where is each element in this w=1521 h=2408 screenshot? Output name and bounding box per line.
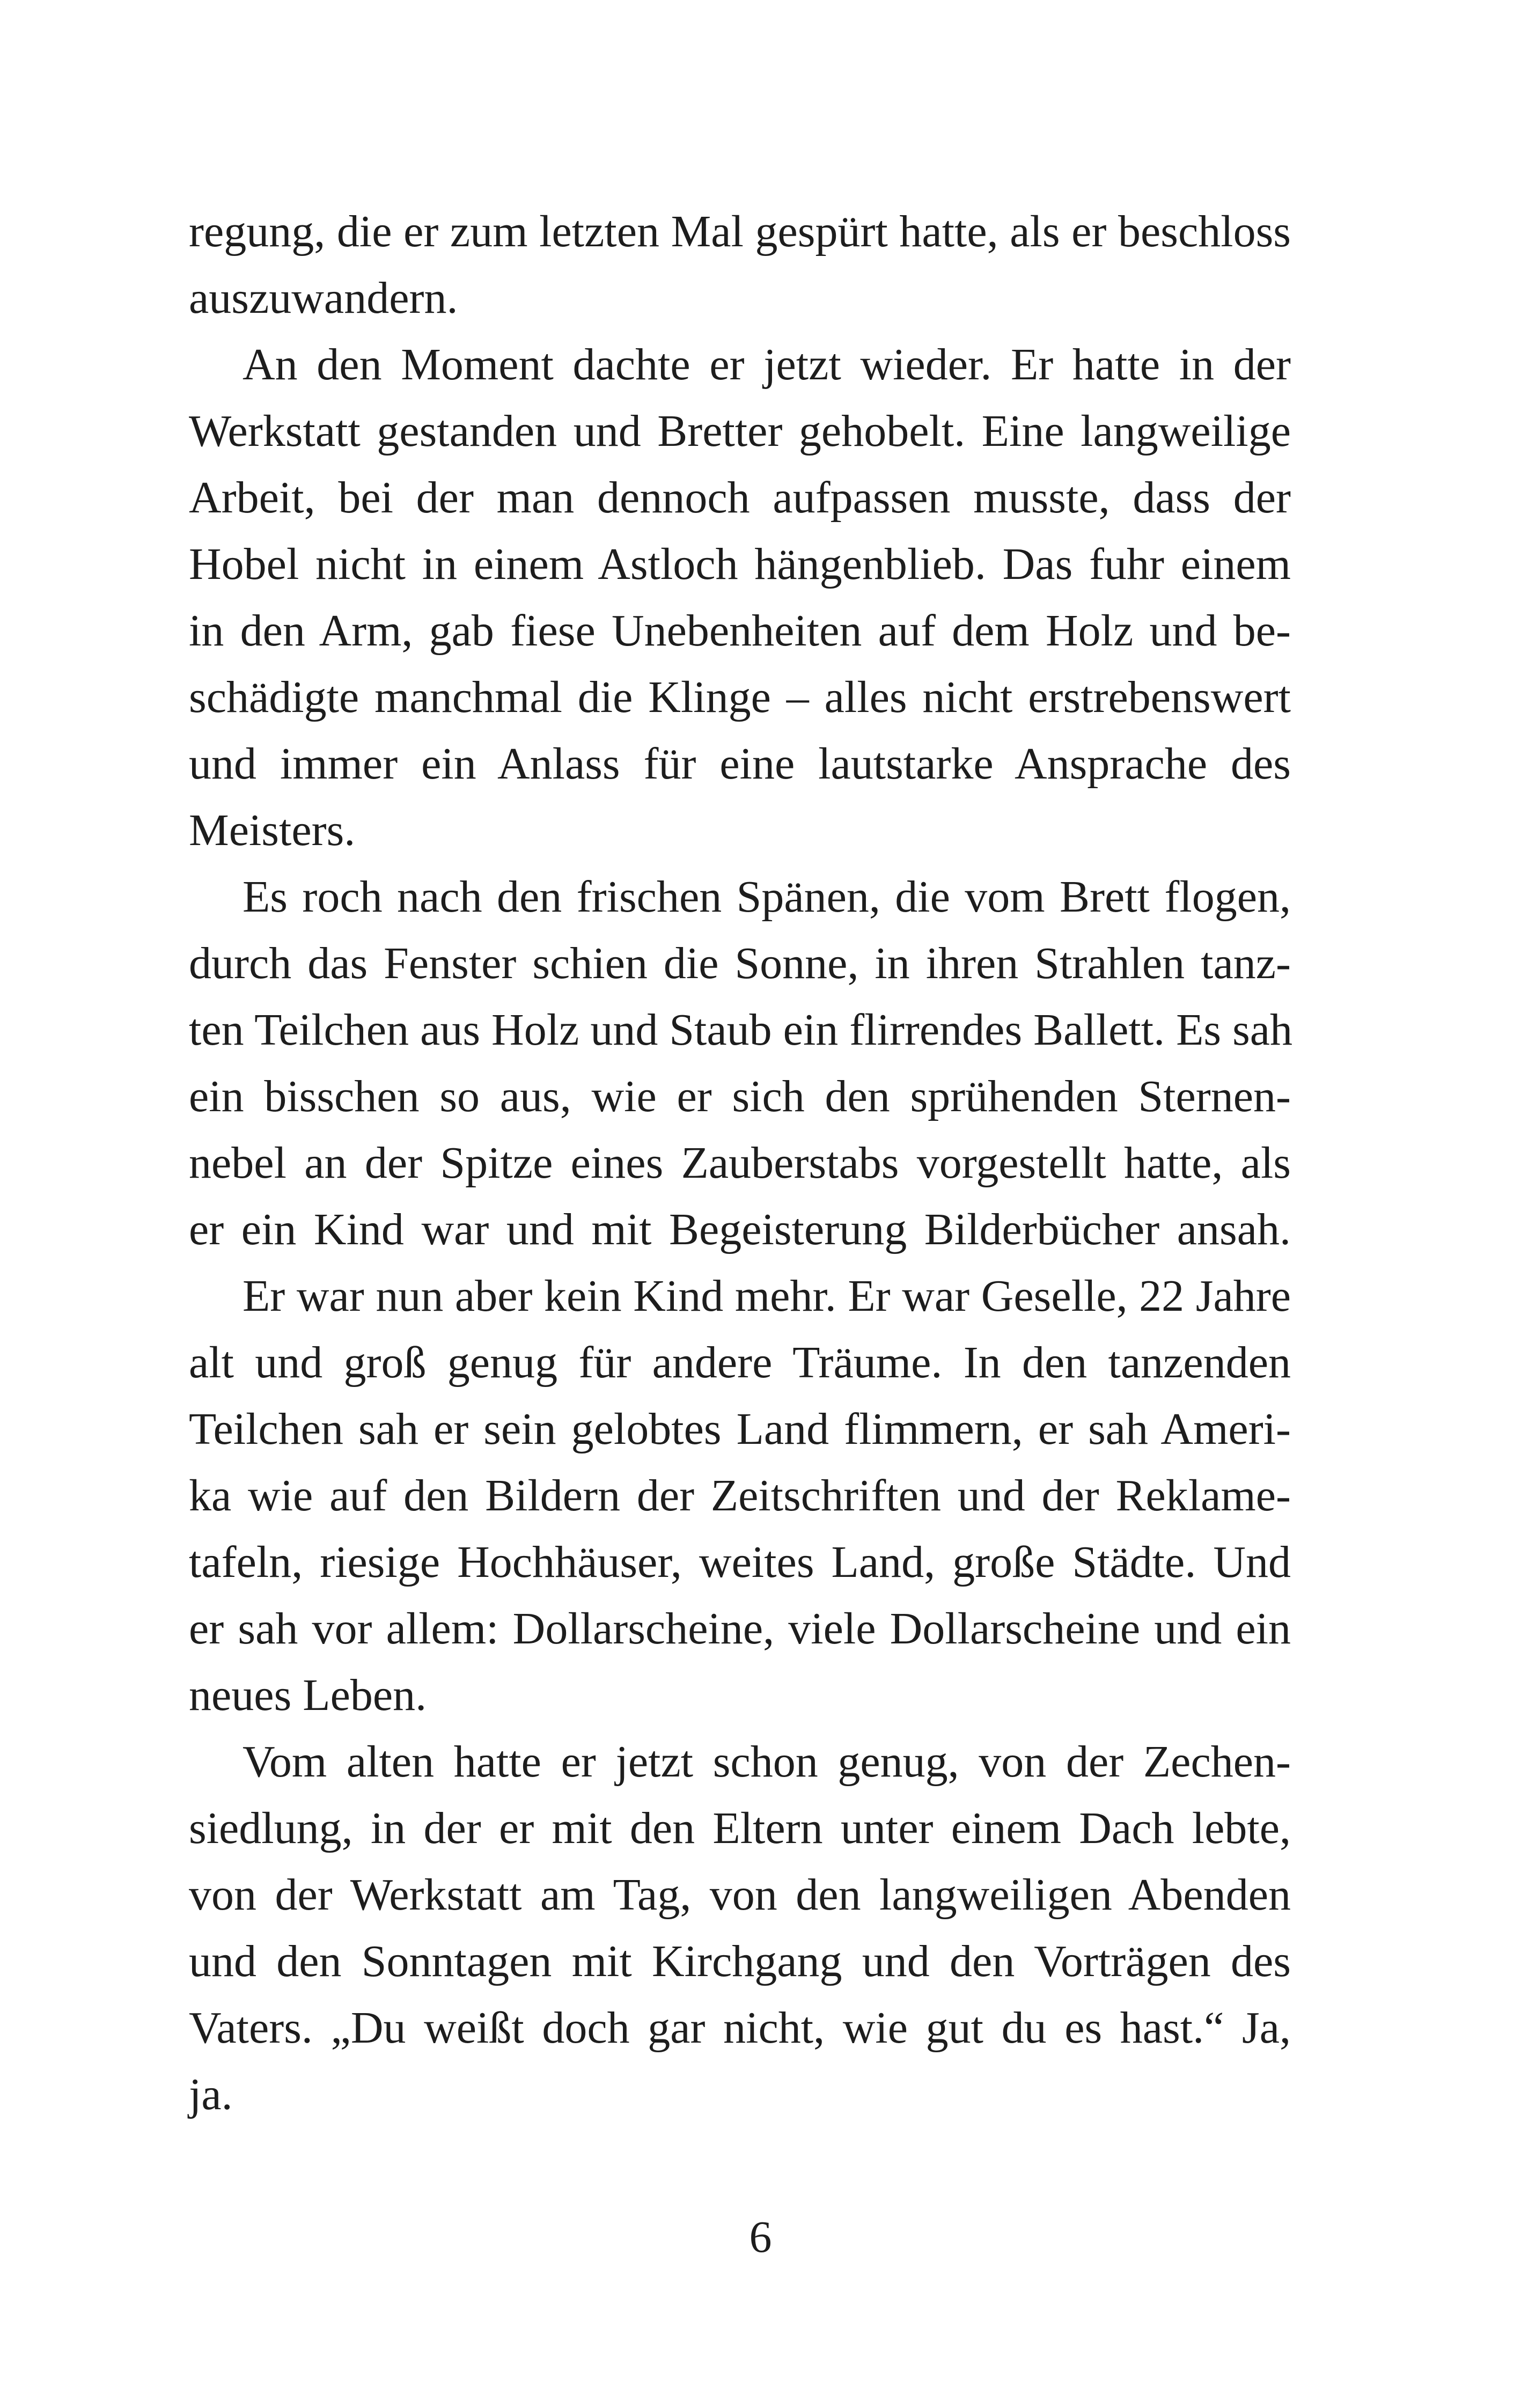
text-line: er sah vor allem: Dollarscheine, viele Dollarscheine und ein <box>189 1604 1291 1654</box>
text-line: Hobel nicht in einem Astloch hängenblieb. Das fuhr einem <box>189 539 1291 589</box>
text-line: in den Arm, gab fiese Unebenheiten auf dem Holz und be- <box>189 606 1291 656</box>
text-line: ka wie auf den Bildern der Zeitschriften und der Reklame- <box>189 1471 1291 1521</box>
text-line: Vaters. „Du weißt doch gar nicht, wie gut du es hast.“ Ja, <box>189 2003 1291 2053</box>
text-line: von der Werkstatt am Tag, von den langweiligen Abenden <box>189 1870 1291 1920</box>
text-line: Er war nun aber kein Kind mehr. Er war Geselle, 22 Jahre <box>243 1271 1291 1321</box>
text-line: schädigte manchmal die Klinge – alles nicht erstrebenswert <box>189 672 1291 722</box>
text-line: ja. <box>189 2069 233 2119</box>
text-line: und immer ein Anlass für eine lautstarke Ansprache des <box>189 739 1291 789</box>
text-line: An den Moment dachte er jetzt wieder. Er hatte in der <box>243 340 1291 390</box>
body-text <box>189 199 1291 2128</box>
text-line: Teilchen sah er sein gelobtes Land flimmern, er sah Ameri- <box>189 1404 1291 1454</box>
text-line: Arbeit, bei der man dennoch aufpassen musste, dass der <box>189 473 1291 523</box>
text-line: auszuwandern. <box>189 273 458 323</box>
text-line: Vom alten hatte er jetzt schon genug, von der Zechen- <box>243 1737 1291 1787</box>
text-line: Es roch nach den frischen Spänen, die vom Brett flogen, <box>243 872 1291 922</box>
text-line: ein bisschen so aus, wie er sich den sprühenden Sternen- <box>189 1071 1291 1121</box>
text-line: und den Sonntagen mit Kirchgang und den Vorträgen des <box>189 1936 1291 1986</box>
text-line: durch das Fenster schien die Sonne, in ihren Strahlen tanz- <box>189 938 1291 988</box>
text-line: ten Teilchen aus Holz und Staub ein flirrendes Ballett. Es sah <box>189 1005 1293 1055</box>
text-line: tafeln, riesige Hochhäuser, weites Land, große Städte. Und <box>189 1537 1291 1587</box>
text-line: Meisters. <box>189 805 356 855</box>
text-line: alt und groß genug für andere Träume. In den tanzenden <box>189 1338 1291 1387</box>
text-line: regung, die er zum letzten Mal gespürt hatte, als er beschloss <box>189 207 1291 256</box>
page-number: 6 <box>749 2212 772 2262</box>
text-line: er ein Kind war und mit Begeisterung Bilderbücher ansah. <box>189 1205 1291 1254</box>
text-line: nebel an der Spitze eines Zauberstabs vorgestellt hatte, als <box>189 1138 1291 1188</box>
text-line: siedlung, in der er mit den Eltern unter einem Dach lebte, <box>189 1803 1291 1853</box>
text-line: Werkstatt gestanden und Bretter gehobelt. Eine langweilige <box>189 406 1291 456</box>
text-line: neues Leben. <box>189 1670 427 1720</box>
